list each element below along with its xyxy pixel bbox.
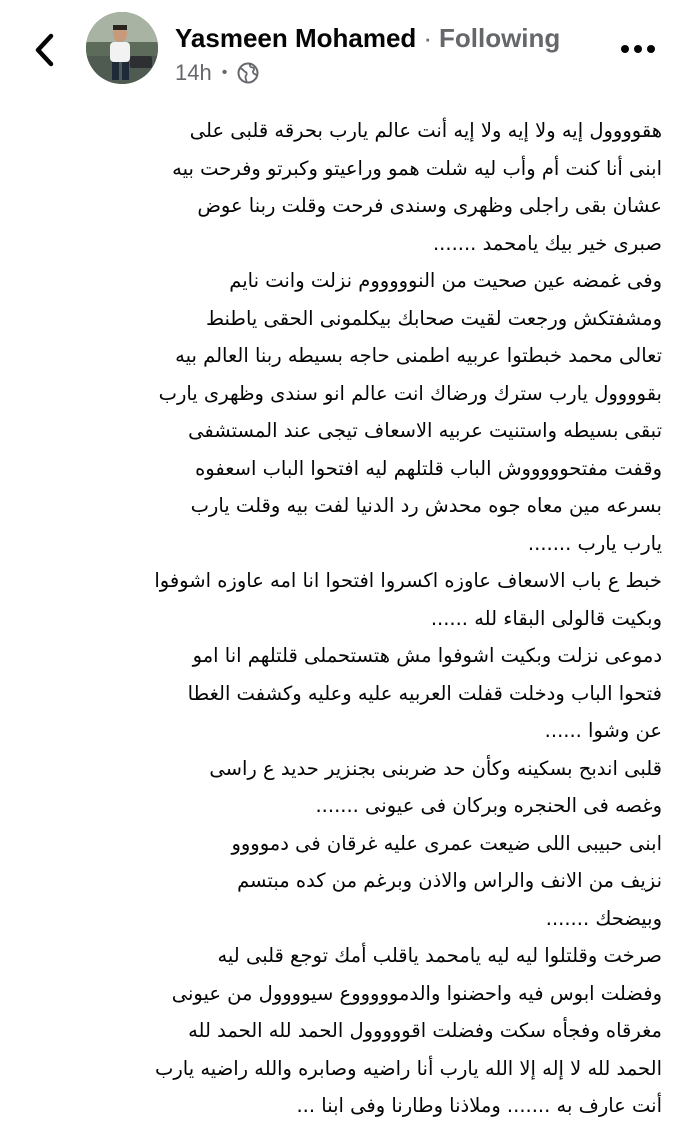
post-meta: [175, 58, 259, 88]
post-text-line: وفضلت ابوس فيه واحضنوا والدموووووع سيوووول من عيونى: [171, 981, 662, 1005]
post-text-line: ابنى أنا كنت أم وأب ليه شلت همو وراعيتو وكبرتو وفرحت بيه: [172, 156, 662, 180]
post-text-line: الحمد لله لا إله إلا الله يارب أنا راضيه وصابره والله راضيه يارب: [155, 1056, 662, 1080]
post-header: [0, 0, 681, 100]
post-text-line: ومشفتكش ورجعت لقيت صحابك بيكلمونى الحقى ياطنط: [206, 306, 662, 330]
globe-icon[interactable]: [237, 62, 259, 84]
more-options-button[interactable]: [616, 34, 660, 64]
post-text-line: صرخت وقلتلوا ليه ليه يامحمد ياقلب أمك توجع قلبى ليه: [217, 944, 662, 967]
post-text-line: خبط ع باب الاسعاف عاوزه اكسروا افتحوا انا امه عاوزه اشوفوا: [154, 569, 662, 592]
post-text-line: صبرى خير بيك يامحمد .......: [432, 231, 662, 255]
post-text-line: بسرعه مين معاه جوه محدش رد الدنيا لفت بيه وقلت يارب: [190, 494, 662, 517]
post-text: [40, 112, 662, 1125]
post-text-line: ابنى حبيبى اللى ضيعت عمرى عليه غرقان فى دموووو: [231, 831, 662, 855]
following-button[interactable]: Following: [438, 22, 561, 53]
post-text-line: وغصه فى الحنجره وبركان فى عيونى .......: [315, 794, 662, 817]
back-button[interactable]: [26, 28, 62, 72]
author-name[interactable]: Yasmeen Mohamed: [175, 22, 417, 53]
more-horizontal-icon: [620, 44, 656, 54]
post-text-line: دموعى نزلت وبكيت اشوفوا مش هتستحملى قلتلهم انا امو: [192, 644, 662, 667]
post-text-line: عن وشوا ......: [544, 719, 662, 742]
post-text-line: هقوووول إيه ولا إيه ولا إيه أنت عالم يارب بحرقه قلبى على: [189, 119, 662, 142]
post-text-line: تعالى محمد خبطتوا عربيه اطمنى حاجه بسيطه ربنا العالم بيه: [175, 344, 662, 367]
post-text-line: عشان بقى راجلى وظهرى وسندى فرحت وقلت ربنا عوض: [197, 194, 662, 217]
post-text-line: بقوووول يارب سترك ورضاك انت عالم انو سندى وظهرى يارب: [158, 381, 662, 405]
post-text-line: وبيضحك .......: [545, 906, 662, 930]
name-separator: ·: [423, 22, 432, 53]
meta-separator: •: [221, 64, 228, 81]
post-text-line: وقفت مفتحوووووش الباب قلتلهم ليه افتحوا الباب اسعفوه: [195, 456, 662, 480]
post-text-line: أنت عارف به ....... وملاذنا وطارنا وفى ابنا ...: [296, 1094, 662, 1117]
post-text-line: وفى غمضه عين صحيت من النوووووم نزلت وانت نايم: [229, 269, 662, 292]
author-row: [175, 20, 560, 56]
post-text-line: تبقى بسيطه واستنيت عربيه الاسعاف تيجى عند المستشفى: [188, 419, 662, 442]
avatar[interactable]: [86, 12, 158, 84]
post-text-line: يارب يارب .......: [527, 531, 662, 555]
post-text-line: قلبى اندبح بسكينه وكأن حد ضربنى بجنزير حديد ع راسى: [209, 756, 662, 780]
post-text-line: وبكيت قالولى البقاء لله ......: [430, 606, 662, 630]
post-text-line: فتحوا الباب ودخلت قفلت العربيه عليه وعليه وكشفت الغطا: [187, 681, 662, 705]
chevron-left-icon: [33, 33, 55, 67]
post-text-line: نزيف من الانف والراس والاذن وبرغم من كده مبتسم: [237, 869, 662, 892]
post-timestamp[interactable]: 14h: [175, 60, 212, 85]
post-text-line: مغرقاه وفجأه سكت وفضلت اقووووول الحمد لله الحمد لله: [188, 1019, 662, 1042]
